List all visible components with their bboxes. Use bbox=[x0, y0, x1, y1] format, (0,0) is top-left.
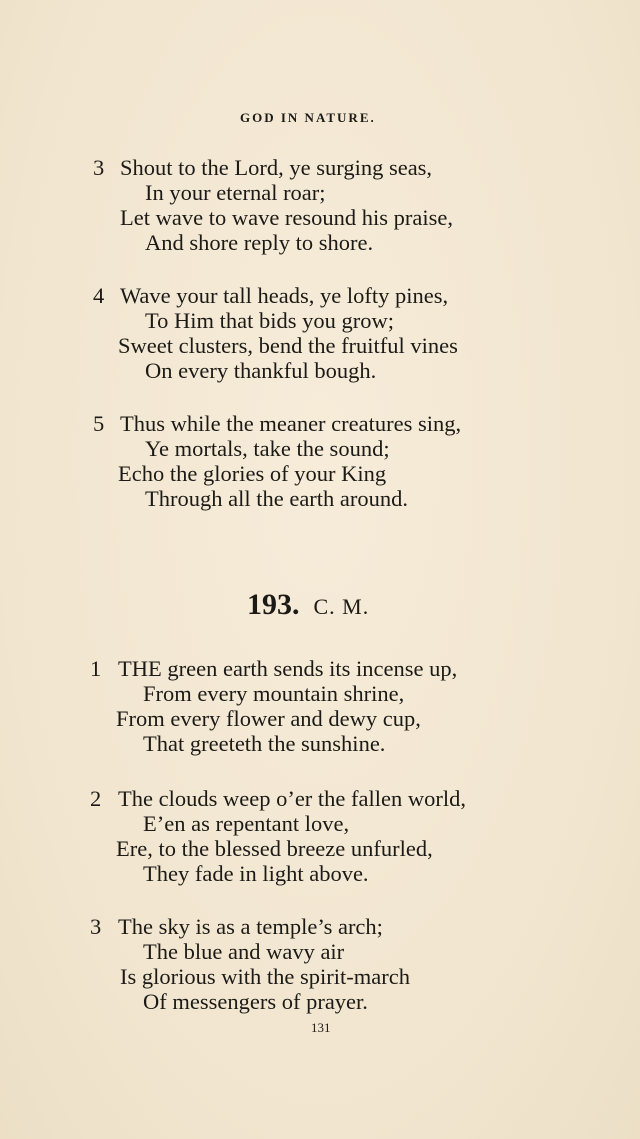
verse-line: The clouds weep o’er the fallen world, bbox=[118, 786, 466, 811]
stanza-number: 5 bbox=[93, 411, 105, 436]
verse-line: Wave your tall heads, ye lofty pines, bbox=[120, 283, 449, 308]
verse-line: The sky is as a temple’s arch; bbox=[118, 914, 383, 939]
verse-line: From every flower and dewy cup, bbox=[116, 706, 421, 731]
hymn-number: 193. bbox=[247, 588, 300, 621]
verse-line: Of messengers of prayer. bbox=[143, 989, 368, 1014]
verse-line: Is glorious with the spirit-march bbox=[120, 964, 410, 989]
stanza-number: 2 bbox=[90, 786, 102, 811]
verse-line: Thus while the meaner creatures sing, bbox=[120, 411, 462, 436]
verse-line: Ye mortals, take the sound; bbox=[145, 436, 390, 461]
stanza-number: 1 bbox=[90, 656, 102, 681]
verse-line: THE green earth sends its incense up, bbox=[118, 656, 458, 681]
verse-line: Through all the earth around. bbox=[145, 486, 409, 511]
verse-line: Echo the glories of your King bbox=[118, 461, 387, 486]
verse-line: Let wave to wave resound his praise, bbox=[120, 205, 454, 230]
verse-line: On every thankful bough. bbox=[145, 358, 377, 383]
stanza-number: 3 bbox=[90, 914, 102, 939]
verse-line: In your eternal roar; bbox=[145, 180, 326, 205]
stanza-number: 4 bbox=[93, 283, 105, 308]
hymn-meter: C. M. bbox=[313, 594, 370, 619]
stanza-number: 3 bbox=[93, 155, 105, 180]
verse-line: Sweet clusters, bend the fruitful vines bbox=[118, 333, 458, 358]
verse-line: Ere, to the blessed breeze unfurled, bbox=[116, 836, 433, 861]
verse-line: That greeteth the sunshine. bbox=[143, 731, 386, 756]
verse-line: To Him that bids you grow; bbox=[145, 308, 395, 333]
verse-line: And shore reply to shore. bbox=[145, 230, 374, 255]
running-head: GOD IN NATURE. bbox=[240, 110, 376, 125]
verse-line: Shout to the Lord, ye surging seas, bbox=[120, 155, 433, 180]
verse-line: E’en as repentant love, bbox=[143, 811, 350, 836]
verse-line: The blue and wavy air bbox=[143, 939, 345, 964]
verse-line: From every mountain shrine, bbox=[143, 681, 405, 706]
page-number: 131 bbox=[311, 1020, 331, 1035]
hymn-heading bbox=[247, 588, 369, 622]
verse-line: They fade in light above. bbox=[143, 861, 369, 886]
